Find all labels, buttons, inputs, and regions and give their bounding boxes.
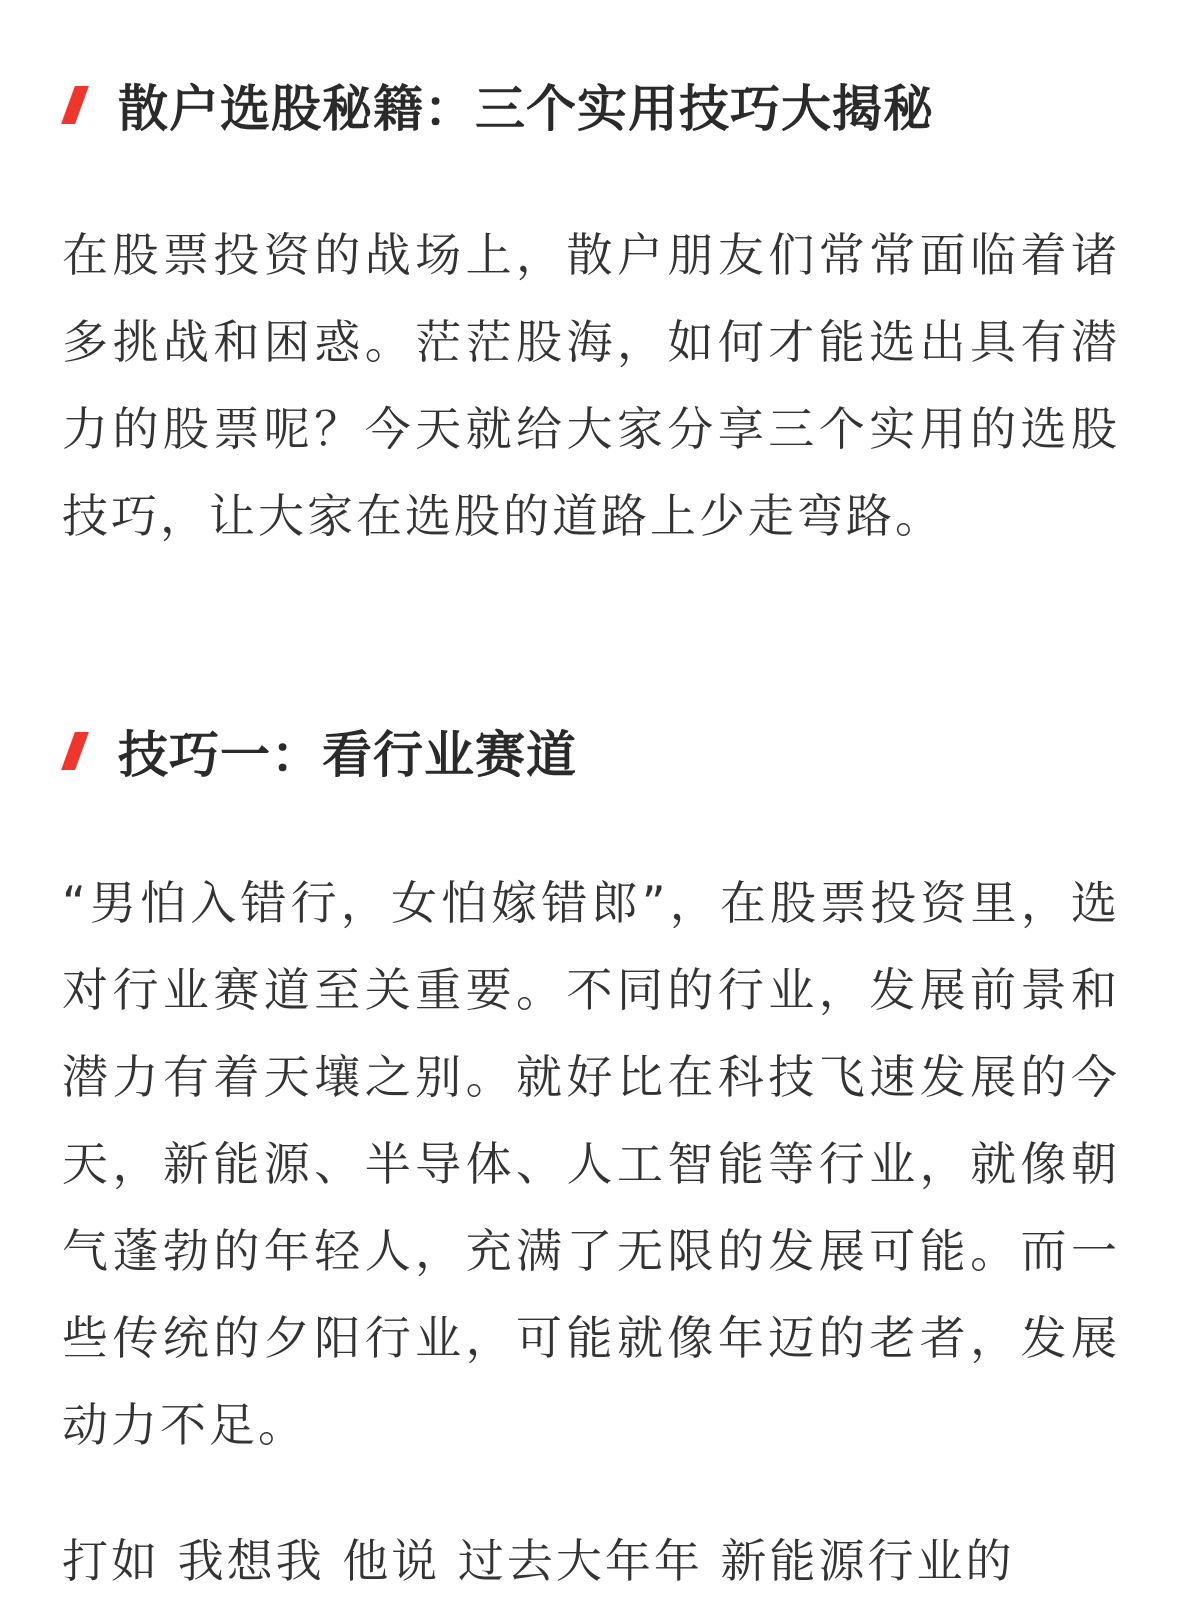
intro-paragraph: 在股票投资的战场上，散户朋友们常常面临着诸多挑战和困惑。茫茫股海，如何才能选出具有潜力的股票呢？今天就给大家分享三个实用的选股技巧，让大家在选股的道路上少走弯路。	[62, 228, 1120, 543]
section-heading	[62, 721, 577, 784]
heading-accent-slash	[61, 732, 89, 770]
section-heading	[62, 75, 934, 138]
heading-title: 散户选股秘籍：三个实用技巧大揭秘	[118, 80, 934, 138]
tip-one-paragraph: “男怕入错行，女怕嫁错郎”，在股票投资里，选对行业赛道至关重要。不同的行业，发展前景和潜力有着天壤之别。就好比在科技飞速发展的今天，新能源、半导体、人工智能等行业，就像朝气蓬勃的年轻人，充满了无限的发展可能。而一些传统的夕阳行业，可能就像年迈的老者，发展动力不足。	[62, 876, 1120, 1452]
next-paragraph-partial: 打如 我想我 他说 过去大年年 新能源行业的	[62, 1534, 1015, 1588]
heading-title: 技巧一：看行业赛道	[118, 726, 577, 784]
heading-accent-slash	[61, 86, 89, 124]
